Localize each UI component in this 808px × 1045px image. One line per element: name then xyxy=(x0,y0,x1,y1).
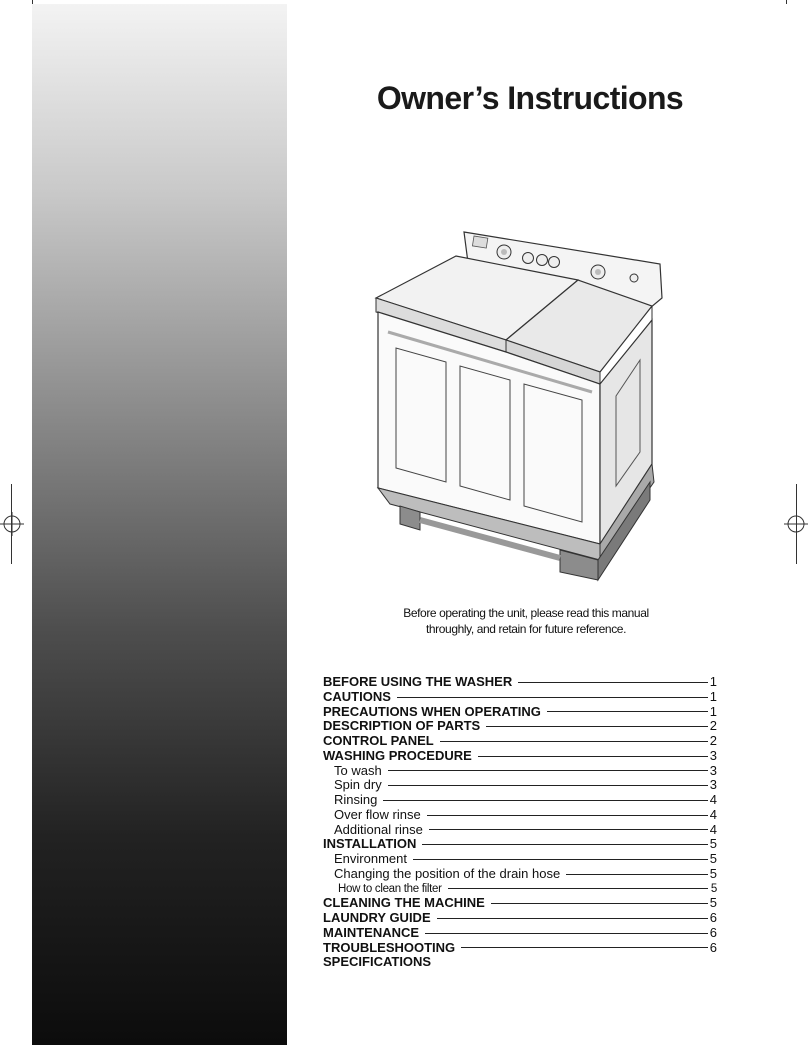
toc-leader-line xyxy=(427,815,708,816)
toc-entry xyxy=(323,926,717,941)
toc-leader-line xyxy=(388,770,708,771)
toc-leader-line xyxy=(397,697,708,698)
intro-note xyxy=(340,605,712,637)
toc-entry xyxy=(323,867,717,882)
toc-entry-label: CLEANING THE MACHINE xyxy=(323,895,485,911)
toc-leader-line xyxy=(518,682,708,683)
toc-leader-line xyxy=(461,947,708,948)
registration-mark-left-icon xyxy=(0,512,24,536)
toc-entry xyxy=(323,764,717,779)
toc-entry-page: 1 xyxy=(709,703,717,719)
toc-entry-page: 5 xyxy=(709,865,717,881)
toc-entry xyxy=(323,852,717,867)
toc-entry-label: Changing the position of the drain hose xyxy=(334,865,561,881)
toc-entry xyxy=(323,808,717,823)
toc-entry-label: Environment xyxy=(334,851,407,866)
toc-entry-label: Rinsing xyxy=(334,792,378,807)
intro-line-1: Before operating the unit, please read this manual xyxy=(403,606,649,620)
toc-leader-line xyxy=(383,800,708,801)
intro-line-2: throughly, and retain for future reference. xyxy=(425,622,627,636)
toc-leader-line xyxy=(388,785,708,786)
crop-mark-top-right xyxy=(786,0,787,4)
toc-leader-line xyxy=(440,741,708,742)
side-gradient-band xyxy=(32,4,287,1045)
toc-entry-label: To wash xyxy=(334,762,382,778)
toc-entry-page: 3 xyxy=(709,762,717,778)
toc-entry-page: 5 xyxy=(709,836,717,852)
toc-entry-label: How to clean the filter xyxy=(338,882,442,895)
toc-entry-label: BEFORE USING THE WASHER xyxy=(323,674,513,689)
toc-entry-page: 1 xyxy=(709,674,717,689)
toc-leader-line xyxy=(413,859,708,860)
toc-entry-page: 6 xyxy=(709,939,717,955)
toc-entry-page: 4 xyxy=(709,806,717,822)
toc-entry-page: 4 xyxy=(709,821,717,837)
toc-leader-line xyxy=(486,726,708,727)
toc-entry xyxy=(323,793,717,808)
document-title: Owner’s Instructions xyxy=(376,80,684,116)
toc-leader-line xyxy=(437,918,708,919)
toc-entry xyxy=(323,941,717,956)
registration-line-right xyxy=(796,484,797,564)
toc-entry-page: 5 xyxy=(709,895,717,911)
toc-entry-label: PRECAUTIONS WHEN OPERATING xyxy=(323,703,541,719)
toc-entry-page: 6 xyxy=(709,910,717,925)
toc-entry-page: 3 xyxy=(709,747,717,763)
toc-entry xyxy=(323,705,717,720)
toc-entry-label: Additional rinse xyxy=(334,821,423,837)
toc-entry xyxy=(323,778,717,793)
toc-entry xyxy=(323,896,717,911)
toc-entry-label: CONTROL PANEL xyxy=(323,733,434,748)
registration-line-left xyxy=(11,484,12,564)
toc-entry-page: 3 xyxy=(709,777,717,793)
toc-entry xyxy=(323,690,717,705)
toc-entry xyxy=(323,955,717,970)
toc-leader-line xyxy=(422,844,708,845)
toc-entry xyxy=(323,837,717,852)
toc-entry-label: DESCRIPTION OF PARTS xyxy=(323,718,481,734)
toc-leader-line xyxy=(425,933,708,934)
toc-entry-page: 5 xyxy=(710,882,717,895)
toc-entry-page: 1 xyxy=(709,688,717,704)
toc-entry-label: WASHING PROCEDURE xyxy=(323,747,472,763)
toc-entry-label: Over flow rinse xyxy=(334,806,421,822)
toc-entry-label: SPECIFICATIONS xyxy=(323,954,432,970)
toc-entry xyxy=(323,911,717,926)
toc-leader-line xyxy=(429,829,708,830)
crop-mark-top-left xyxy=(32,0,33,4)
toc-entry-page: 6 xyxy=(709,924,717,940)
toc-leader-line xyxy=(448,888,708,889)
toc-entry-page: 2 xyxy=(709,733,717,748)
toc-leader-line xyxy=(491,903,708,904)
toc-leader-line xyxy=(547,711,708,712)
washing-machine-illustration xyxy=(360,220,670,590)
toc-leader-line xyxy=(478,756,708,757)
toc-entry xyxy=(323,734,717,749)
table-of-contents xyxy=(323,675,717,970)
toc-entry-page: 5 xyxy=(709,851,717,866)
toc-entry xyxy=(323,675,717,690)
toc-entry-label: INSTALLATION xyxy=(323,836,417,852)
toc-entry-label: LAUNDRY GUIDE xyxy=(323,910,431,925)
toc-entry xyxy=(323,719,717,734)
toc-entry xyxy=(323,823,717,838)
toc-entry-page: 4 xyxy=(709,792,717,807)
toc-leader-line xyxy=(566,874,708,875)
toc-entry-page: 2 xyxy=(709,718,717,734)
toc-entry xyxy=(323,749,717,764)
toc-entry-label: CAUTIONS xyxy=(323,688,391,704)
toc-entry xyxy=(323,882,717,897)
toc-entry-label: MAINTENANCE xyxy=(323,924,420,940)
toc-entry-label: Spin dry xyxy=(334,777,382,793)
toc-entry-label: TROUBLESHOOTING xyxy=(323,939,456,955)
